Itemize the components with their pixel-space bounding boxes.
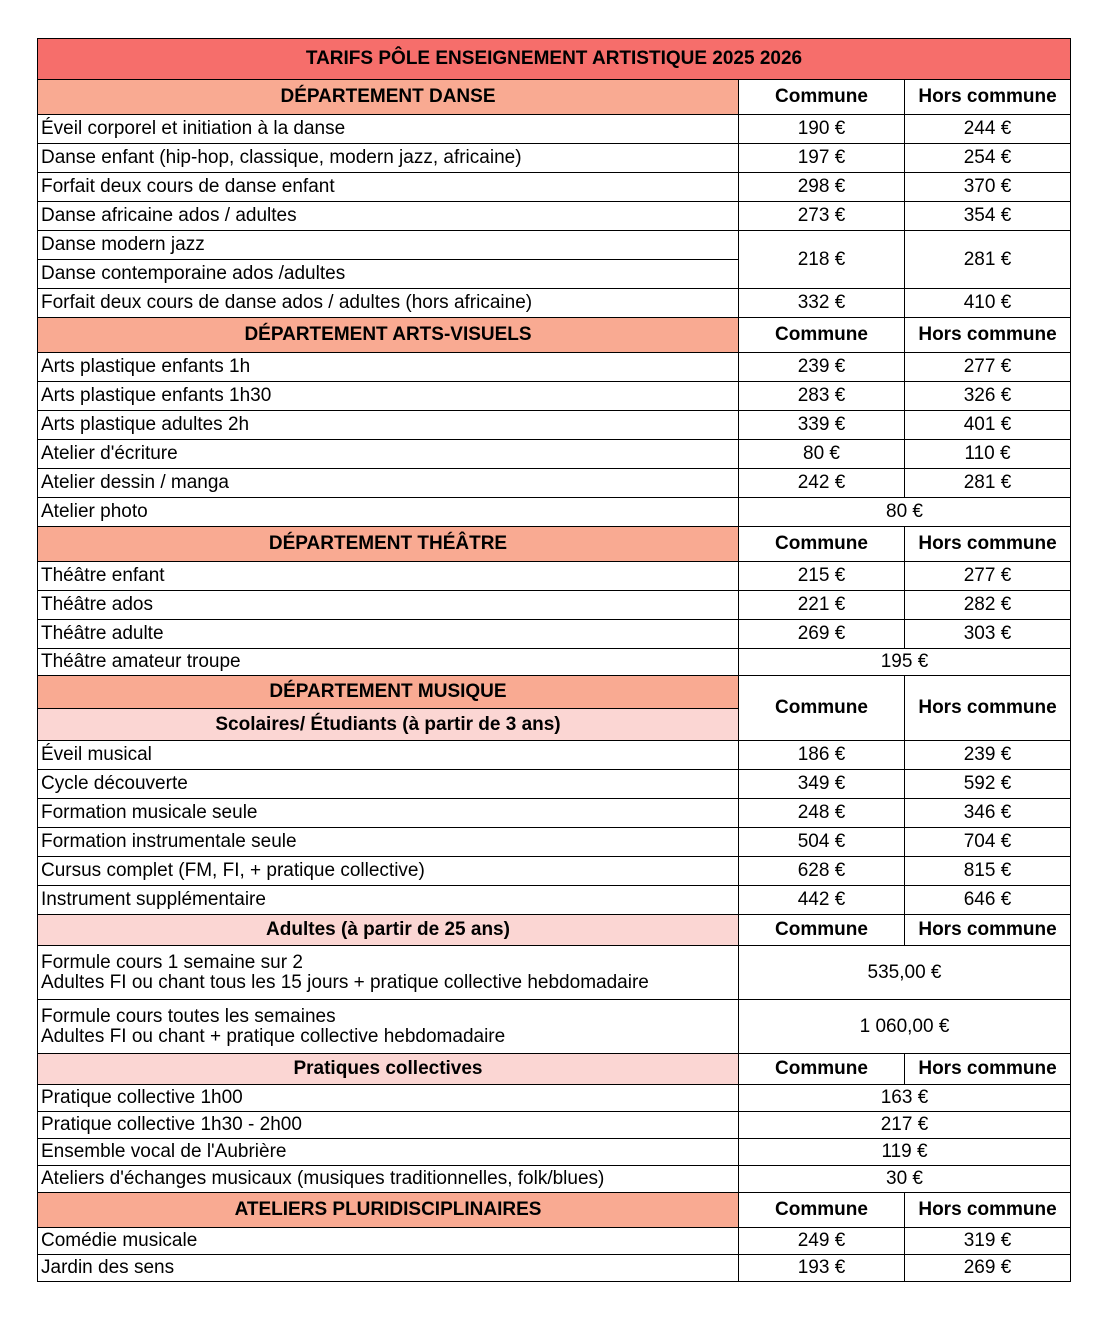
row-label-line1: Formule cours 1 semaine sur 2 [41,951,303,973]
price-single: 535,00 € [739,946,1071,1000]
price-commune: 242 € [739,469,905,498]
price-commune: 80 € [739,440,905,469]
column-header-hors-commune: Hors commune [905,80,1071,115]
subsection-header-scolaires: Scolaires/ Étudiants (à partir de 3 ans) [38,709,739,741]
price-hors-commune: 704 € [905,828,1071,857]
row-label: Danse africaine ados / adultes [38,202,739,231]
price-hors-commune: 277 € [905,353,1071,382]
price-commune: 349 € [739,770,905,799]
table-row [38,946,1071,1000]
section-header-arts-visuels: DÉPARTEMENT ARTS-VISUELS [38,318,739,353]
price-single: 217 € [739,1112,1071,1139]
column-header-commune: Commune [739,915,905,946]
price-hors-commune: 401 € [905,411,1071,440]
price-hors-commune: 277 € [905,562,1071,591]
row-label: Atelier dessin / manga [38,469,739,498]
section-header-theatre: DÉPARTEMENT THÉÂTRE [38,527,739,562]
price-commune: 339 € [739,411,905,440]
row-label: Ateliers d'échanges musicaux (musiques traditionnelles, folk/blues) [38,1166,739,1193]
table-row [38,1112,1071,1139]
column-header-commune: Commune [739,1054,905,1085]
price-commune: 332 € [739,289,905,318]
row-label: Forfait deux cours de danse enfant [38,173,739,202]
row-label: Théâtre enfant [38,562,739,591]
row-label: Atelier photo [38,498,739,527]
row-label: Arts plastique adultes 2h [38,411,739,440]
table-row [38,411,1071,440]
price-hors-commune: 244 € [905,115,1071,144]
price-hors-commune: 303 € [905,620,1071,649]
price-hors-commune: 239 € [905,741,1071,770]
column-header-hors-commune: Hors commune [905,915,1071,946]
section-header-danse: DÉPARTEMENT DANSE [38,80,739,115]
price-hors-commune: 354 € [905,202,1071,231]
row-label: Comédie musicale [38,1228,739,1255]
table-row [38,202,1071,231]
table-row [38,1228,1071,1255]
price-hors-commune: 319 € [905,1228,1071,1255]
price-commune: 248 € [739,799,905,828]
table-row [38,382,1071,411]
column-header-hors-commune: Hors commune [905,527,1071,562]
table-row [38,857,1071,886]
table-row [38,741,1071,770]
price-hors-commune: 346 € [905,799,1071,828]
row-label: Arts plastique enfants 1h30 [38,382,739,411]
page-title: TARIFS PÔLE ENSEIGNEMENT ARTISTIQUE 2025 2026 [38,39,1071,80]
row-label: Cycle découverte [38,770,739,799]
table-row [38,649,1071,676]
price-hors-commune: 254 € [905,144,1071,173]
table-row [38,1085,1071,1112]
price-hors-commune: 370 € [905,173,1071,202]
price-single: 163 € [739,1085,1071,1112]
row-label: Éveil corporel et initiation à la danse [38,115,739,144]
table-row [38,1139,1071,1166]
price-single: 119 € [739,1139,1071,1166]
table-row [38,498,1071,527]
table-row [38,440,1071,469]
section-header-ateliers-pluridisciplinaires: ATELIERS PLURIDISCIPLINAIRES [38,1193,739,1228]
table-row [38,231,1071,260]
row-label: Cursus complet (FM, FI, + pratique collective) [38,857,739,886]
price-commune: 215 € [739,562,905,591]
price-hors-commune: 326 € [905,382,1071,411]
table-row [38,115,1071,144]
price-hors-commune: 646 € [905,886,1071,915]
table-row [38,770,1071,799]
table-row [38,289,1071,318]
price-commune: 269 € [739,620,905,649]
price-hors-commune: 110 € [905,440,1071,469]
table-row [38,828,1071,857]
price-single: 80 € [739,498,1071,527]
price-hors-commune: 815 € [905,857,1071,886]
price-hors-commune: 592 € [905,770,1071,799]
tarifs-table [37,38,1071,1282]
column-header-hors-commune: Hors commune [905,1193,1071,1228]
column-header-commune: Commune [739,80,905,115]
price-commune: 190 € [739,115,905,144]
row-label: Forfait deux cours de danse ados / adultes (hors africaine) [38,289,739,318]
row-label: Formation instrumentale seule [38,828,739,857]
column-header-hors-commune: Hors commune [905,676,1071,741]
row-label: Théâtre amateur troupe [38,649,739,676]
table-row [38,886,1071,915]
price-hors-commune: 281 € [905,469,1071,498]
row-label: Danse enfant (hip-hop, classique, modern jazz, africaine) [38,144,739,173]
table-row [38,144,1071,173]
table-row [38,173,1071,202]
price-commune: 442 € [739,886,905,915]
price-commune: 283 € [739,382,905,411]
price-hors-commune: 269 € [905,1255,1071,1282]
row-label-line2: Adultes FI ou chant tous les 15 jours + pratique collective hebdomadaire [41,971,649,993]
table-row [38,469,1071,498]
column-header-commune: Commune [739,318,905,353]
column-header-commune: Commune [739,1193,905,1228]
price-commune: 193 € [739,1255,905,1282]
row-label: Éveil musical [38,741,739,770]
price-commune: 249 € [739,1228,905,1255]
price-commune: 197 € [739,144,905,173]
subsection-header-adultes: Adultes (à partir de 25 ans) [38,915,739,946]
row-label: Arts plastique enfants 1h [38,353,739,382]
row-label [38,946,739,1000]
price-commune: 628 € [739,857,905,886]
table-row [38,1255,1071,1282]
table-row [38,620,1071,649]
price-hors-commune: 282 € [905,591,1071,620]
row-label: Formation musicale seule [38,799,739,828]
table-row [38,562,1071,591]
row-label: Instrument supplémentaire [38,886,739,915]
price-commune: 186 € [739,741,905,770]
price-hors-commune: 410 € [905,289,1071,318]
price-commune: 273 € [739,202,905,231]
table-row [38,1000,1071,1054]
row-label: Pratique collective 1h30 - 2h00 [38,1112,739,1139]
table-row [38,1166,1071,1193]
price-single: 195 € [739,649,1071,676]
price-commune: 298 € [739,173,905,202]
table-row [38,591,1071,620]
column-header-hors-commune: Hors commune [905,318,1071,353]
row-label: Danse modern jazz [38,231,739,260]
price-commune: 504 € [739,828,905,857]
price-single: 30 € [739,1166,1071,1193]
price-commune: 239 € [739,353,905,382]
price-single: 1 060,00 € [739,1000,1071,1054]
price-commune: 221 € [739,591,905,620]
table-row [38,799,1071,828]
section-header-musique: DÉPARTEMENT MUSIQUE [38,676,739,709]
column-header-hors-commune: Hors commune [905,1054,1071,1085]
row-label [38,1000,739,1054]
row-label: Atelier d'écriture [38,440,739,469]
row-label: Ensemble vocal de l'Aubrière [38,1139,739,1166]
row-label: Théâtre adulte [38,620,739,649]
table-row [38,353,1071,382]
row-label: Pratique collective 1h00 [38,1085,739,1112]
row-label: Jardin des sens [38,1255,739,1282]
row-label: Théâtre ados [38,591,739,620]
column-header-commune: Commune [739,676,905,741]
row-label: Danse contemporaine ados /adultes [38,260,739,289]
price-commune: 218 € [739,231,905,289]
row-label-line1: Formule cours toutes les semaines [41,1005,336,1027]
row-label-line2: Adultes FI ou chant + pratique collective hebdomadaire [41,1025,506,1047]
column-header-commune: Commune [739,527,905,562]
subsection-header-pratiques-collectives: Pratiques collectives [38,1054,739,1085]
price-hors-commune: 281 € [905,231,1071,289]
